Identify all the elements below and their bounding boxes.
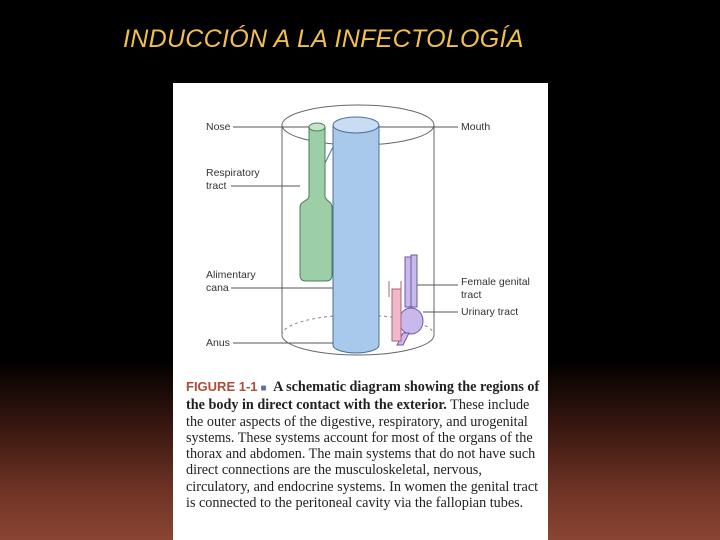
respiratory-tract-tube	[300, 123, 332, 281]
urinary-tract-tube	[389, 281, 401, 341]
label-respiratory-line2: tract	[206, 180, 227, 192]
caption-lead: A schematic diagram showing the regions of the body in direct contact with the exterior.	[186, 379, 540, 414]
caption-bullet: ■	[260, 383, 267, 394]
label-respiratory-line1: Respiratory	[206, 167, 260, 179]
figure-page	[173, 83, 548, 540]
label-female-genital-line1: Female genital	[461, 276, 530, 288]
label-urinary: Urinary tract	[461, 306, 519, 318]
slide-title: INDUCCIÓN A LA INFECTOLOGÍA	[123, 25, 524, 53]
label-alimentary-line2: cana	[206, 282, 229, 294]
figure-caption	[186, 379, 541, 511]
label-nose: Nose	[206, 121, 231, 133]
label-female-genital-line2: tract	[461, 289, 482, 301]
label-anus: Anus	[206, 337, 230, 349]
alimentary-canal-tube	[325, 117, 379, 353]
caption-body: These include the outer aspects of the digestive, respiratory, and urogenital systems. These systems account for most of the organs of the thorax and abdomen. The main systems that do not have such direct connections are the musculoskeletal, nervous, circulatory, and endocrine systems. In women the genital tract is connected to the peritoneal cavity via the fallopian tubes.	[186, 397, 539, 512]
label-alimentary-line1: Alimentary	[206, 269, 256, 281]
figure-number: FIGURE 1-1	[186, 379, 258, 394]
label-mouth: Mouth	[461, 121, 491, 133]
